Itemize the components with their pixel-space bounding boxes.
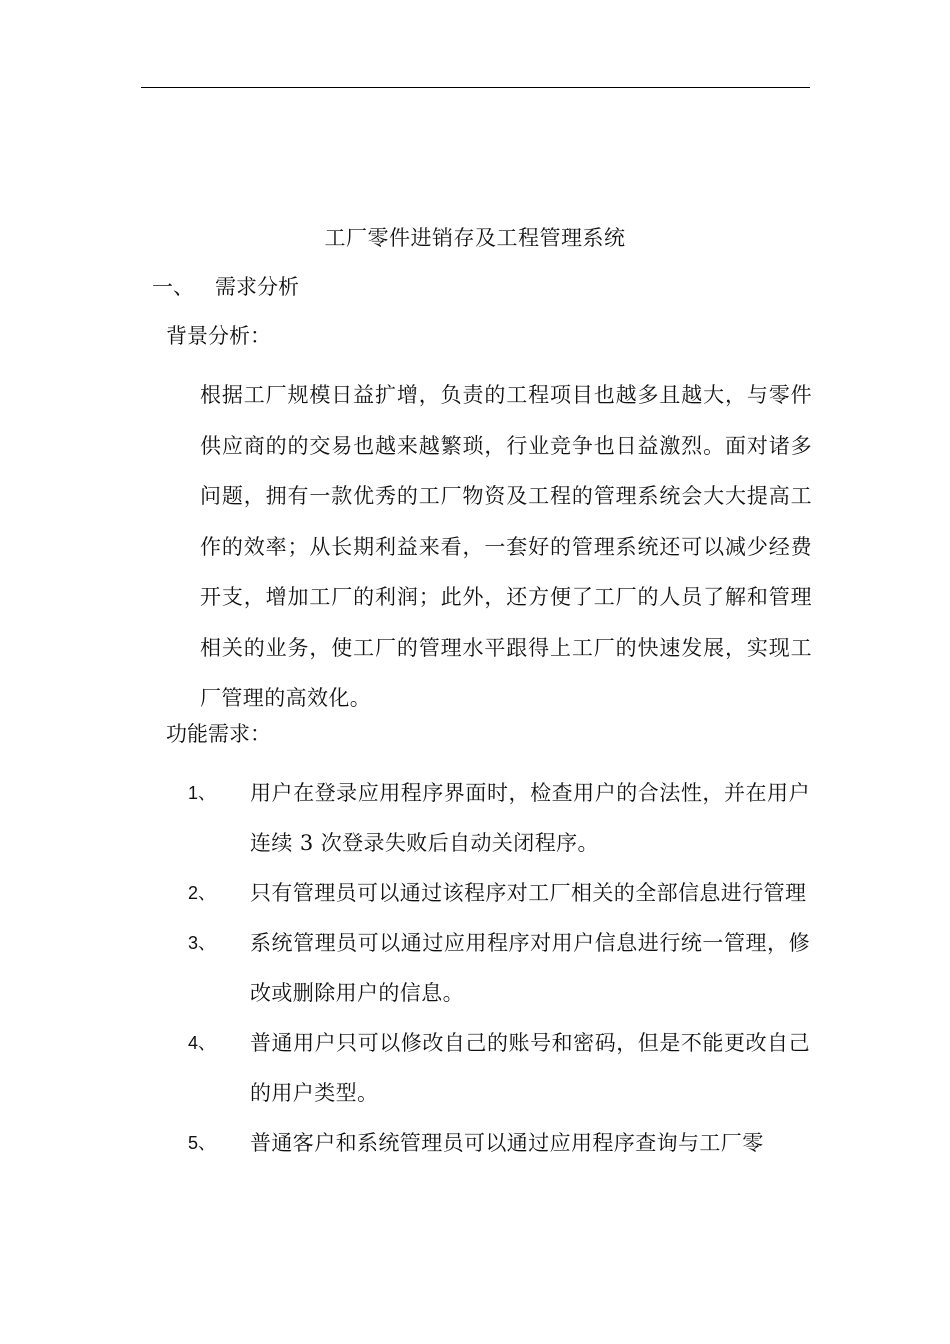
section-number: 一、 — [152, 275, 194, 299]
list-item-number: 3、 — [188, 933, 217, 953]
list-item — [0, 1118, 950, 1168]
list-item-number: 2、 — [188, 883, 217, 903]
section-title: 需求分析 — [215, 275, 299, 299]
list-item — [0, 868, 950, 918]
document-title: 工厂零件进销存及工程管理系统 — [324, 226, 626, 250]
requirements-list — [0, 768, 950, 1168]
list-item — [0, 768, 950, 868]
list-item-text: 只有管理员可以通过该程序对工厂相关的全部信息进行管理 — [250, 881, 807, 905]
list-item — [0, 918, 950, 1018]
list-item — [0, 1018, 950, 1118]
list-item-text: 普通客户和系统管理员可以通过应用程序查询与工厂零 — [250, 1131, 764, 1155]
list-item-number: 5、 — [188, 1133, 217, 1153]
section-heading — [152, 273, 299, 301]
background-paragraph: 根据工厂规模日益扩增，负责的工程项目也越多且越大，与零件供应商的的交易也越来越繁琐，行业竞争也日益激烈。面对诸多问题，拥有一款优秀的工厂物资及工程的管理系统会大大提高工作的效率；从长期利益来看，一套好的管理系统还可以减少经费开支，增加工厂的利润；此外，还方便了工厂的人员了解和管理相关的业务，使工厂的管理水平跟得上工厂的快速发展，实现工厂管理的高效化。 — [200, 383, 812, 710]
list-item-text: 系统管理员可以通过应用程序对用户信息进行统一管理，修改或删除用户的信息。 — [250, 931, 810, 1005]
background-label: 背景分析： — [166, 324, 271, 348]
functions-label: 功能需求： — [166, 722, 271, 746]
list-item-text: 普通用户只可以修改自己的账号和密码，但是不能更改自己的用户类型。 — [250, 1031, 810, 1105]
list-item-text: 用户在登录应用程序界面时，检查用户的合法性，并在用户连续 3 次登录失败后自动关闭程序。 — [250, 781, 810, 855]
list-item-number: 1、 — [188, 783, 217, 803]
header-rule — [141, 87, 810, 88]
list-item-number: 4、 — [188, 1033, 217, 1053]
